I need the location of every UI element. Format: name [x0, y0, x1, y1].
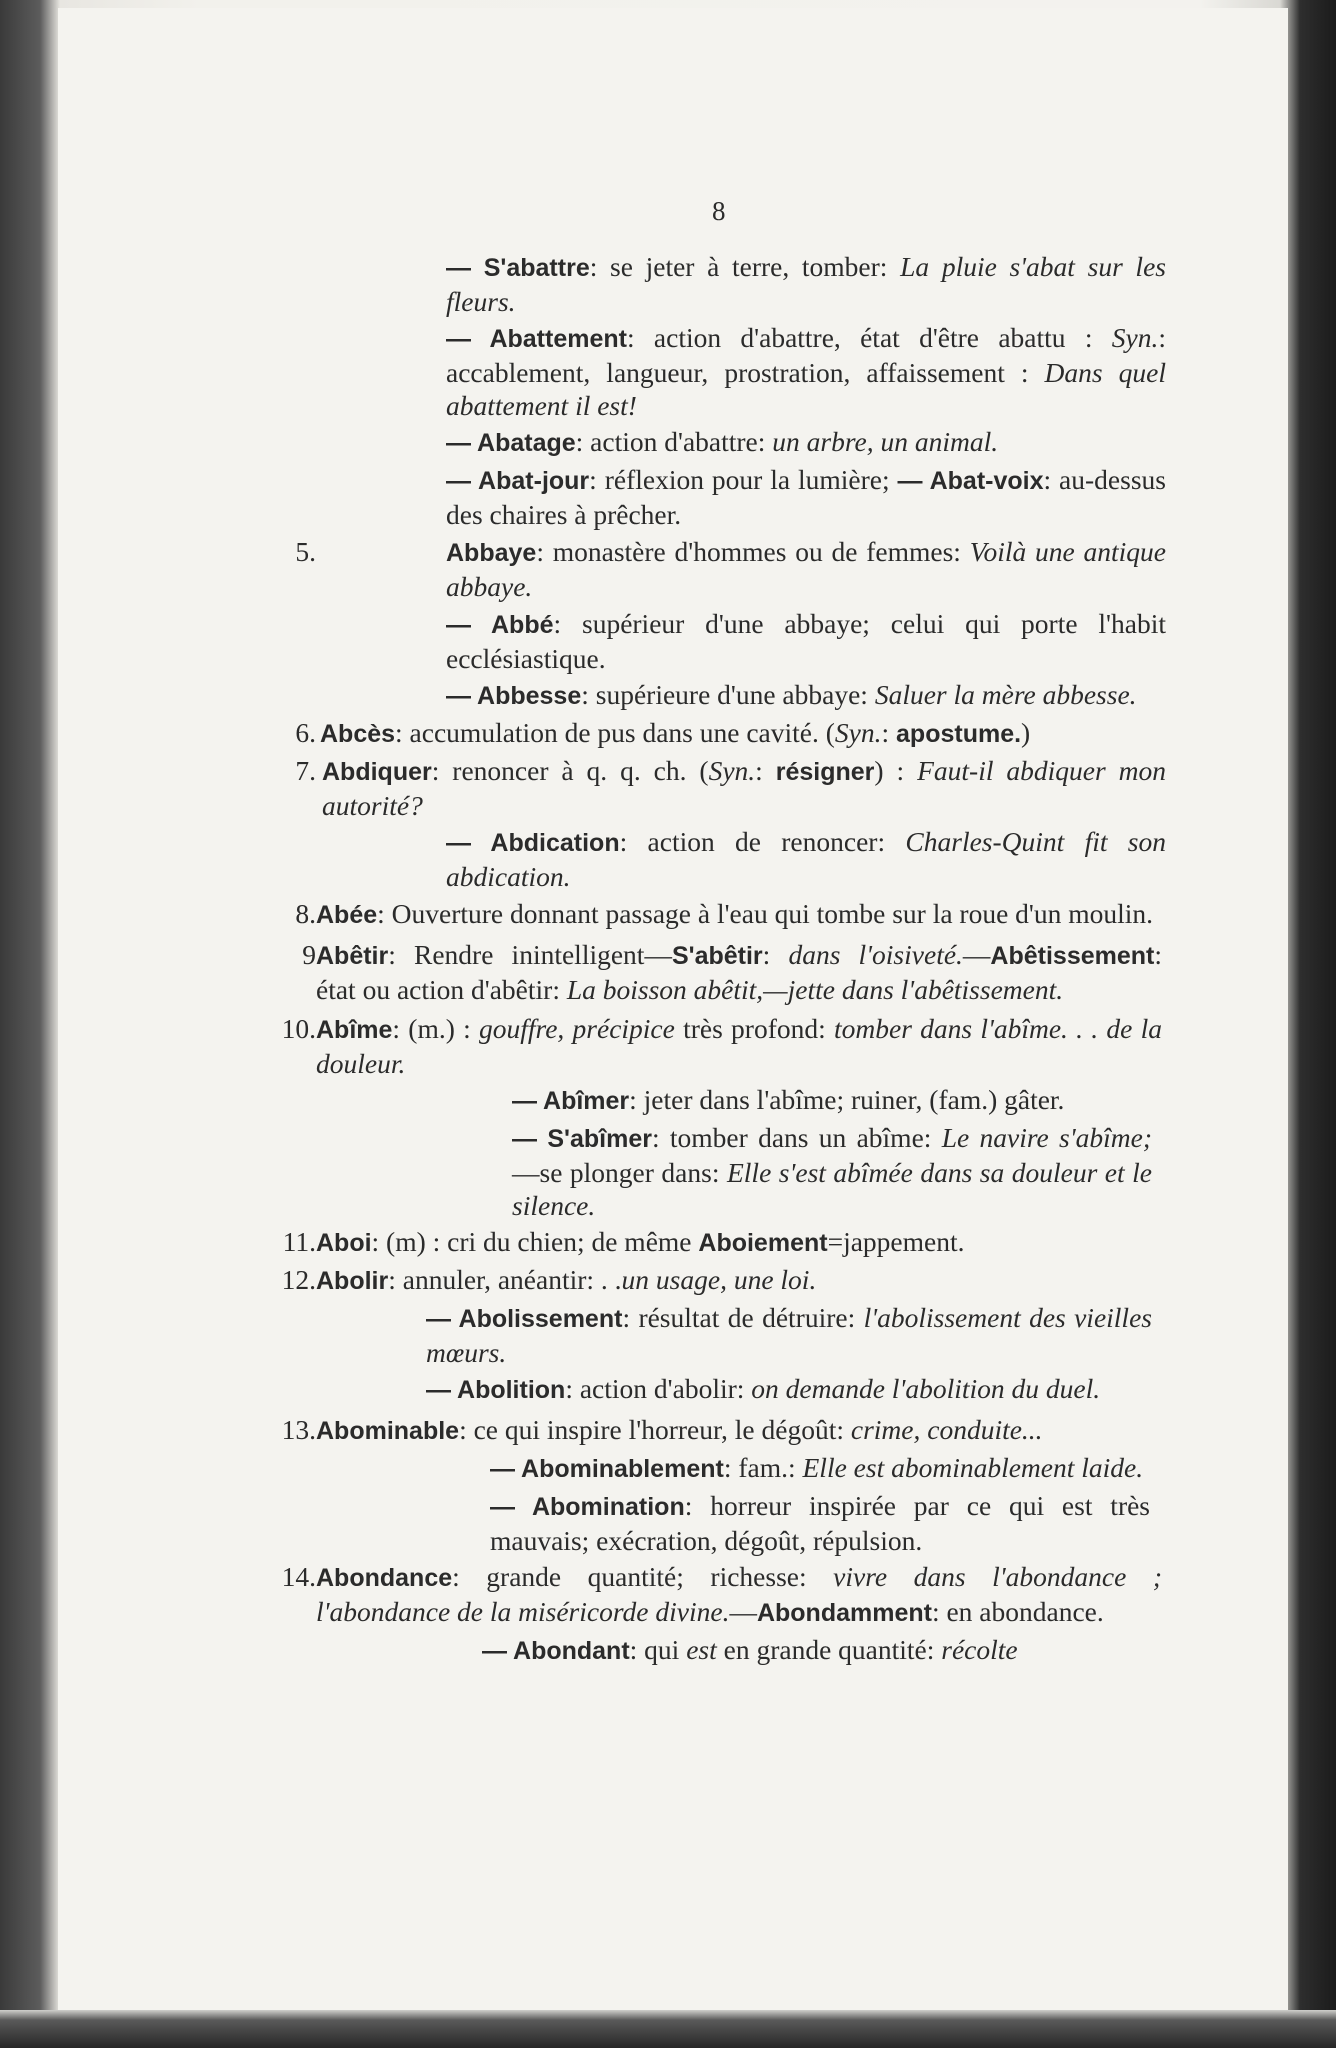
- dictionary-entry: [0, 716, 1336, 751]
- entry-text: [426, 1372, 1152, 1407]
- definition-text: : Rendre inintelligent—: [388, 939, 672, 970]
- example-text: un arbre, un animal.: [772, 426, 999, 457]
- example-text: l'abolissement des vieilles mœurs.: [426, 1302, 1152, 1368]
- definition-text: : tomber dans un abîme:: [651, 1122, 942, 1153]
- headword: — Abattement: [446, 325, 627, 353]
- entry-text: [446, 825, 1166, 893]
- entry-number: 12.: [281, 1264, 316, 1295]
- example-text: gouffre, précipice: [479, 1013, 675, 1044]
- entry-text: [446, 463, 1166, 531]
- dictionary-entry: [0, 1012, 1336, 1080]
- example-text: Faut-il abdiquer mon autorité?: [322, 755, 1166, 821]
- example-text: est: [686, 1634, 717, 1665]
- definition-text: : grande quantité; richesse:: [452, 1561, 834, 1592]
- example-text: un usage, une loi.: [621, 1264, 817, 1295]
- dictionary-entry: [0, 1372, 1336, 1407]
- entry-text: [512, 1083, 1152, 1118]
- headword: Abondance: [316, 1564, 453, 1592]
- headword: — Abomination: [490, 1493, 685, 1521]
- definition-text: : ce qui inspire l'horreur, le dégoût:: [459, 1414, 851, 1445]
- headword: Abée: [316, 901, 378, 929]
- example-text: La boisson abêtit,—jette dans l'abêtissement.: [566, 974, 1064, 1005]
- example-text: La pluie s'abat sur les fleurs.: [446, 251, 1166, 317]
- entry-text: [316, 1560, 1162, 1630]
- entry-text: [490, 1489, 1150, 1557]
- example-text: vivre dans l'abondance ; l'abondance de la miséricorde divine.: [316, 1561, 1162, 1627]
- definition-text: : (m) : cri du chien; de même: [371, 1226, 699, 1257]
- definition-text: : action d'abattre, état d'être abattu :: [626, 322, 1112, 353]
- headword: Abîme: [316, 1016, 393, 1044]
- example-text: tomber dans l'abîme. . . de la douleur.: [316, 1013, 1162, 1079]
- example-text: Dans quel abattement il est!: [446, 357, 1166, 421]
- definition-text: :: [881, 717, 897, 748]
- entry-text: [316, 938, 1162, 1006]
- definition-text: : réflexion pour la lumière;: [589, 464, 898, 495]
- definition-text: ) :: [874, 755, 918, 786]
- definition-text: : état ou action d'abêtir:: [316, 939, 1163, 1005]
- headword: — Abolition: [426, 1376, 566, 1404]
- entry-text: [446, 250, 1166, 318]
- definition-text: : annuler, anéantir: . .: [388, 1264, 622, 1295]
- dictionary-entry: [0, 754, 1336, 822]
- entry-number: 6.: [295, 717, 316, 748]
- headword: — Abominablement: [490, 1455, 724, 1483]
- definition-text: : action d'abolir:: [565, 1373, 752, 1404]
- headword: Abêtissement: [990, 942, 1155, 970]
- dictionary-entry: [0, 1413, 1336, 1448]
- definition-text: : se jeter à terre, tomber:: [589, 251, 901, 282]
- headword: — Abat-jour: [446, 467, 590, 495]
- example-text: récolte: [941, 1634, 1018, 1665]
- headword: Aboi: [316, 1229, 372, 1257]
- definition-text: très profond:: [674, 1013, 834, 1044]
- entry-text: [446, 425, 1166, 460]
- definition-text: : action d'abattre:: [575, 426, 773, 457]
- headword: — Abolissement: [426, 1305, 623, 1333]
- headword: — Abondant: [482, 1637, 630, 1665]
- headword: — Abdication: [446, 829, 620, 857]
- entry-number: 10.: [281, 1013, 316, 1044]
- example-text: Elle s'est abîmée dans sa douleur et le silence.: [512, 1157, 1152, 1221]
- dictionary-entry: [0, 1489, 1336, 1557]
- dictionary-entry: [0, 425, 1336, 460]
- definition-text: : en abondance.: [931, 1596, 1104, 1627]
- dictionary-entries: [0, 250, 1336, 1671]
- dictionary-entry: [0, 1121, 1336, 1222]
- headword: — Abatage: [446, 429, 576, 457]
- dictionary-entry: [0, 607, 1336, 675]
- definition-text: : fam.:: [723, 1452, 803, 1483]
- dictionary-entry: [0, 678, 1336, 713]
- headword: Aboiement: [698, 1229, 828, 1257]
- definition-text: : supérieure d'une abbaye:: [581, 679, 875, 710]
- dictionary-entry: [0, 1451, 1336, 1486]
- entry-number: 13.: [281, 1414, 316, 1445]
- entry-number: 8.: [295, 898, 316, 929]
- entry-number: 7.: [295, 755, 316, 786]
- definition-text: : résultat de détruire:: [622, 1302, 864, 1333]
- definition-text: —: [962, 939, 991, 970]
- entry-text: [426, 1301, 1152, 1369]
- definition-text: : accablement, langueur, prostration, affaissement :: [446, 322, 1166, 388]
- definition-text: : renoncer à q. q. ch. (: [431, 755, 709, 786]
- page-bottom-edge: [0, 2010, 1336, 2048]
- example-text: Voilà une antique abbaye.: [446, 536, 1166, 602]
- headword: Abbaye: [446, 539, 537, 567]
- example-text: Syn.: [834, 717, 882, 748]
- page-number: 8: [712, 196, 726, 226]
- definition-text: : action de renoncer:: [619, 826, 906, 857]
- definition-text: en grande quantité:: [716, 1634, 942, 1665]
- definition-text: : jeter dans l'abîme; ruiner, (fam.) gâter.: [629, 1084, 1065, 1115]
- dictionary-entry: [0, 250, 1336, 318]
- entry-text: [482, 1633, 1148, 1668]
- definition-text: : qui: [629, 1634, 687, 1665]
- dictionary-entry: [0, 463, 1336, 531]
- definition-text: : supérieur d'une abbaye; celui qui porte l'habit ecclésiastique.: [446, 608, 1166, 674]
- entry-text: [446, 678, 1166, 713]
- definition-text: : accumulation de pus dans une cavité. (: [395, 717, 835, 748]
- entry-number: 5.: [295, 536, 316, 567]
- example-text: on demande l'abolition du duel.: [751, 1373, 1101, 1404]
- definition-text: —: [729, 1596, 757, 1627]
- dictionary-entry: [0, 1225, 1336, 1260]
- example-text: Charles-Quint fit son abdication.: [446, 826, 1167, 892]
- dictionary-entry: [0, 321, 1336, 422]
- dictionary-entry: [0, 1263, 1336, 1298]
- dictionary-entry: [0, 897, 1336, 932]
- headword: Abdiquer: [322, 758, 432, 786]
- dictionary-entry: [0, 535, 1336, 603]
- definition-text: —se plonger dans:: [512, 1157, 727, 1188]
- headword: — Abbesse: [446, 682, 582, 710]
- headword: Abolir: [316, 1267, 389, 1295]
- headword: S'abêtir: [671, 942, 763, 970]
- entry-text: [316, 1012, 1162, 1080]
- headword: — S'abîmer: [512, 1125, 652, 1153]
- dictionary-entry: [0, 938, 1336, 1006]
- entry-text: [316, 1225, 1162, 1260]
- entry-text: [322, 754, 1166, 822]
- entry-text: [320, 716, 1166, 751]
- definition-text: :: [762, 939, 789, 970]
- headword: — S'abattre: [446, 254, 590, 282]
- headword: — Abat-voix: [897, 467, 1044, 495]
- example-text: crime, conduite...: [850, 1414, 1043, 1445]
- example-text: dans l'oisiveté.: [788, 939, 963, 970]
- example-text: Syn.: [708, 755, 756, 786]
- dictionary-entry: [0, 1633, 1336, 1668]
- example-text: Le navire s'abîme;: [941, 1122, 1152, 1153]
- headword: résigner: [775, 758, 875, 786]
- headword: — Abîmer: [512, 1087, 630, 1115]
- entry-text: [446, 321, 1166, 422]
- headword: Abondamment: [756, 1599, 932, 1627]
- definition-text: ): [1021, 717, 1031, 748]
- entry-text: [490, 1451, 1150, 1486]
- dictionary-entry: [0, 825, 1336, 893]
- headword: Abominable: [316, 1417, 460, 1445]
- definition-text: =jappement.: [827, 1226, 965, 1257]
- headword: Abcès: [320, 720, 396, 748]
- entry-number: 14.: [281, 1561, 316, 1592]
- example-text: Elle est abominablement laide.: [802, 1452, 1144, 1483]
- entry-number: 11.: [282, 1226, 316, 1257]
- headword: — Abbé: [446, 611, 554, 639]
- entry-text: [446, 607, 1166, 675]
- example-text: Syn.: [1111, 322, 1159, 353]
- headword: apostume.: [896, 720, 1022, 748]
- dictionary-entry: [0, 1083, 1336, 1118]
- entry-text: [316, 1263, 1162, 1298]
- headword: Abêtir: [316, 942, 389, 970]
- definition-text: : Ouverture donnant passage à l'eau qui tombe sur la roue d'un moulin.: [377, 898, 1154, 929]
- dictionary-entry: [0, 1301, 1336, 1369]
- entry-text: [316, 897, 1162, 932]
- definition-text: : au-dessus des chaires à prêcher.: [446, 464, 1166, 530]
- entry-text: [446, 535, 1166, 603]
- example-text: Saluer la mère abbesse.: [874, 679, 1137, 710]
- entry-number: 9: [302, 939, 316, 970]
- entry-text: [316, 1413, 1162, 1448]
- entry-text: [512, 1121, 1152, 1222]
- dictionary-entry: [0, 1560, 1336, 1630]
- definition-text: :: [755, 755, 776, 786]
- definition-text: : horreur inspirée par ce qui est très mauvais; exécration, dégoût, répulsion.: [490, 1490, 1151, 1556]
- definition-text: : (m.) :: [392, 1013, 479, 1044]
- definition-text: : monastère d'hommes ou de femmes:: [536, 536, 970, 567]
